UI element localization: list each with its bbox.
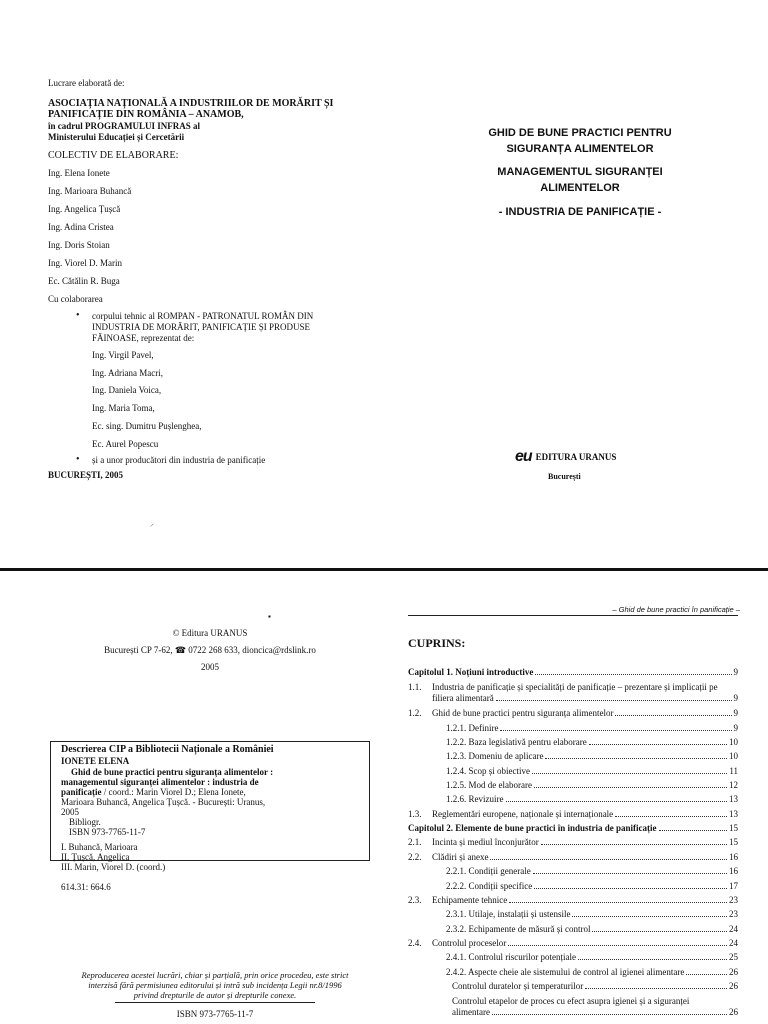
toc-entry-page: 17 xyxy=(729,881,738,891)
cip-index-entry: III. Marin, Viorel D. (coord.) xyxy=(61,862,166,872)
toc-entry-title: 1.2.5. Mod de elaborare xyxy=(446,780,532,790)
toc-entry-page: 26 xyxy=(729,981,738,991)
toc-entry-title: Echipamente tehnice xyxy=(432,895,508,905)
toc-entry-title: Capitolul 1. Noțiuni introductive xyxy=(408,667,534,677)
toc-entry[interactable] xyxy=(432,852,738,863)
cip-title-line: panificație / coord.: Marin Viorel D.; Elena Ionete, xyxy=(61,787,246,797)
org-line-2: PANIFICAȚIE DIN ROMÂNIA – ANAMOB, xyxy=(48,109,244,120)
isbn-footer: ISBN 973-7765-11-7 xyxy=(176,1009,254,1019)
toc-entry[interactable] xyxy=(408,823,738,834)
rompan-line-2: INDUSTRIA DE MORĂRIT, PANIFICAȚIE ȘI PRODUSE xyxy=(92,322,311,332)
cip-title-line: Ghid de bune practici pentru siguranța alimentelor : xyxy=(71,767,274,777)
toc-entry-page: 24 xyxy=(729,938,738,948)
imprint-year: 2005 xyxy=(201,662,219,672)
collective-heading: COLECTIV DE ELABORARE: xyxy=(48,150,179,161)
author-name: Ing. Elena Ionete xyxy=(48,168,110,178)
toc-entry[interactable] xyxy=(446,952,738,963)
rompan-person: Ing. Maria Toma, xyxy=(92,403,155,413)
toc-entry-page: 9 xyxy=(733,693,738,703)
toc-entry-title: 1.2.6. Revizuire xyxy=(446,794,504,804)
toc-entry-page: 24 xyxy=(729,924,738,934)
toc-entry[interactable] xyxy=(432,837,738,848)
rights-line: Reproducerea acestei lucrări, chiar și parțială, prin orice procedeu, este strict xyxy=(81,970,349,980)
cip-bibliography: Bibliogr. xyxy=(69,817,101,827)
toc-leader-dots xyxy=(592,931,727,932)
rompan-person: Ing. Virgil Pavel, xyxy=(92,350,154,360)
toc-entry[interactable] xyxy=(446,967,738,978)
toc-entry-page: 26 xyxy=(729,967,738,977)
cip-index-entry: I. Buhancă, Marioara xyxy=(61,842,138,852)
toc-entry[interactable] xyxy=(446,723,738,734)
toc-entry-page: 25 xyxy=(729,952,738,962)
toc-entry[interactable] xyxy=(432,895,738,906)
toc-entry-page: 16 xyxy=(729,866,738,876)
toc-leader-dots xyxy=(541,844,727,845)
author-name: Ing. Adina Cristea xyxy=(48,222,114,232)
toc-entry-title: 2.2.1. Condiții generale xyxy=(446,866,531,876)
toc-entry-title: Clădiri și anexe xyxy=(432,852,489,862)
toc-entry-page: 23 xyxy=(729,909,738,919)
toc-leader-dots xyxy=(533,873,727,874)
toc-entry[interactable] xyxy=(432,708,738,719)
cip-index-entry: II. Țușcă, Angelica xyxy=(61,852,130,862)
toc-leader-dots xyxy=(496,700,732,701)
bullet-icon: • xyxy=(76,454,80,465)
producers-line: și a unor producători din industria de panificație xyxy=(92,455,266,465)
imprint-address: București CP 7-62, ☎ 0722 268 633, dioncica@rdslink.ro xyxy=(104,645,316,655)
toc-entry[interactable] xyxy=(446,794,738,805)
toc-leader-dots xyxy=(500,730,731,731)
toc-header-rule xyxy=(408,615,738,616)
cover-title-line: GHID DE BUNE PRACTICI PENTRU xyxy=(488,127,672,139)
cover-title-line: ALIMENTELOR xyxy=(540,182,620,194)
toc-entry[interactable] xyxy=(446,924,738,935)
toc-entry[interactable] xyxy=(446,751,738,762)
toc-entry-title: alimentare xyxy=(452,1007,490,1017)
toc-leader-dots xyxy=(615,715,731,716)
toc-entry[interactable] xyxy=(432,809,738,820)
rompan-line-1: corpului tehnic al ROMPAN - PATRONATUL ROMÂN DIN xyxy=(92,311,314,321)
place-year: BUCUREȘTI, 2005 xyxy=(48,470,124,480)
toc-entry-title: 2.4.2. Aspecte cheie ale sistemului de control al igienei alimentare xyxy=(446,967,685,977)
rompan-person: Ec. sing. Dumitru Pușlenghea, xyxy=(92,421,202,431)
publisher-city: București xyxy=(548,472,581,481)
toc-leader-dots xyxy=(532,773,727,774)
toc-entry[interactable] xyxy=(452,981,738,992)
toc-entry-page: 10 xyxy=(729,737,738,747)
toc-entry-title: 1.2.4. Scop și obiective xyxy=(446,766,530,776)
toc-entry-number: 1.1. xyxy=(408,682,422,692)
toc-entry[interactable] xyxy=(408,667,738,678)
rights-line: privind drepturile de autor și drepturile conexe. xyxy=(133,990,297,1000)
toc-leader-dots xyxy=(490,859,727,860)
toc-entry[interactable] xyxy=(446,866,738,877)
toc-entry-number: 1.3. xyxy=(408,809,422,819)
toc-leader-dots xyxy=(509,902,727,903)
rompan-person: Ec. Aurel Popescu xyxy=(92,439,159,449)
cip-heading: Descrierea CIP a Bibliotecii Naționale a României xyxy=(61,744,274,755)
toc-entry-number: 1.2. xyxy=(408,708,422,718)
toc-leader-dots xyxy=(534,888,727,889)
toc-entry-page: 9 xyxy=(733,723,738,733)
toc-entry-title: 2.3.1. Utilaje, instalații și ustensile xyxy=(446,909,571,919)
cover-subtitle: - INDUSTRIA DE PANIFICAȚIE - xyxy=(498,206,662,218)
cip-author: IONETE ELENA xyxy=(61,756,130,766)
toc-entry-title: filiera alimentară xyxy=(432,693,494,703)
toc-leader-dots xyxy=(572,916,727,917)
author-name: Ec. Cătălin R. Buga xyxy=(48,276,120,286)
toc-leader-dots xyxy=(589,744,727,745)
toc-leader-dots xyxy=(585,988,727,989)
toc-entry[interactable] xyxy=(432,938,738,949)
toc-entry[interactable] xyxy=(432,682,738,693)
org-line-4: Ministerului Educației și Cercetării xyxy=(48,132,185,142)
toc-entry-title: Capitolul 2. Elemente de bune practici în industria de panificație xyxy=(408,823,657,833)
publisher-mark xyxy=(515,448,616,466)
credits-intro: Lucrare elaborată de: xyxy=(48,78,125,88)
toc-entry-number: 2.4. xyxy=(408,938,422,948)
toc-leader-dots xyxy=(508,945,727,946)
toc-leader-dots xyxy=(492,1014,727,1015)
toc-entry-page: 13 xyxy=(729,794,738,804)
toc-entry-page: 9 xyxy=(733,667,738,677)
toc-entry-title: Industria de panificație și specialități de panificație – prezentare și implicații pe xyxy=(432,682,718,692)
toc-entry-page: 16 xyxy=(729,852,738,862)
cip-authors-line: Marioara Buhancă, Angelica Țușcă. - București: Uranus, xyxy=(61,797,266,807)
toc-entry-number: 2.1. xyxy=(408,837,422,847)
cip-title-line: managementul siguranței alimentelor : industria de xyxy=(61,777,259,787)
cip-udc: 614.31: 664.6 xyxy=(61,882,111,892)
toc-entry-page: 13 xyxy=(729,809,738,819)
toc-entry-title: Controlul proceselor xyxy=(432,938,507,948)
bullet-icon: • xyxy=(76,310,80,321)
toc-leader-dots xyxy=(659,830,727,831)
toc-entry[interactable] xyxy=(446,780,738,791)
toc-leader-dots xyxy=(615,816,727,817)
toc-entry-page: 15 xyxy=(729,837,738,847)
toc-leader-dots xyxy=(535,674,731,675)
rompan-person: Ing. Adriana Macri, xyxy=(92,368,163,378)
scan-mark: ▪ xyxy=(268,612,271,621)
toc-entry[interactable] xyxy=(432,693,738,704)
toc-entry[interactable] xyxy=(446,766,738,777)
toc-entry-page: 26 xyxy=(729,1007,738,1017)
toc-entry-page: 11 xyxy=(729,766,738,776)
author-name: Ing. Viorel D. Marin xyxy=(48,258,123,268)
publisher-logo-icon: eu xyxy=(515,448,532,465)
cip-year: 2005 xyxy=(61,807,79,817)
toc-leader-dots xyxy=(534,787,727,788)
org-line-3: în cadrul PROGRAMULUI INFRAS al xyxy=(48,121,201,131)
imprint-copyright: © Editura URANUS xyxy=(172,628,248,638)
toc-entry-number: 2.3. xyxy=(408,895,422,905)
cover-title-line: SIGURANȚA ALIMENTELOR xyxy=(506,143,654,155)
toc-entry[interactable] xyxy=(452,996,738,1007)
rights-divider xyxy=(115,1002,315,1003)
author-name: Ing. Doris Stoian xyxy=(48,240,110,250)
author-name: Ing. Marioara Buhancă xyxy=(48,186,132,196)
rompan-person: Ing. Daniela Voica, xyxy=(92,385,162,395)
toc-entry-title: 1.2.1. Definire xyxy=(446,723,499,733)
publisher-name: EDITURA URANUS xyxy=(535,452,617,462)
toc-leader-dots xyxy=(686,974,727,975)
rights-notice xyxy=(50,970,380,1000)
toc-entry-page: 23 xyxy=(729,895,738,905)
toc-entry-title: 2.3.2. Echipamente de măsură și control xyxy=(446,924,591,934)
toc-entry[interactable] xyxy=(446,737,738,748)
toc-entry-page: 12 xyxy=(729,780,738,790)
toc-leader-dots xyxy=(578,959,727,960)
toc-entry-title: Reglementări europene, naționale și internaționale xyxy=(432,809,614,819)
toc-entry-title: 1.2.2. Baza legislativă pentru elaborare xyxy=(446,737,587,747)
toc-entry-title: Controlul duratelor și temperaturilor xyxy=(452,981,584,991)
toc-entry[interactable] xyxy=(446,909,738,920)
scan-mark: ⸝ xyxy=(150,519,154,528)
toc-entry[interactable] xyxy=(446,881,738,892)
toc-entry-page: 10 xyxy=(729,751,738,761)
rompan-line-3: FĂINOASE, reprezentat de: xyxy=(92,333,195,343)
toc-heading: CUPRINS: xyxy=(408,636,466,650)
toc-entry-title: Ghid de bune practici pentru siguranța alimentelor xyxy=(432,708,614,718)
rights-line: interzisă fără permisiunea editorului și intră sub incidența Legii nr.8/1996 xyxy=(88,980,342,990)
running-header: – Ghid de bune practici în panificație – xyxy=(612,605,740,614)
toc-leader-dots xyxy=(506,801,728,802)
org-line-1: ASOCIAȚIA NAȚIONALĂ A INDUSTRIILOR DE MORĂRIT ȘI xyxy=(48,98,334,109)
toc-entry-title: Incinta și mediul înconjurător xyxy=(432,837,539,847)
cover-title-line: MANAGEMENTUL SIGURANȚEI xyxy=(497,166,663,178)
toc-entry-page: 9 xyxy=(733,708,738,718)
toc-entry-title: 2.2.2. Condiții specifice xyxy=(446,881,533,891)
toc-entry[interactable] xyxy=(452,1007,738,1018)
toc-entry-title: Controlul etapelor de proces cu efect asupra igienei și a siguranței xyxy=(452,996,690,1006)
cip-isbn: ISBN 973-7765-11-7 xyxy=(69,827,146,837)
toc-entry-page: 15 xyxy=(729,823,738,833)
author-name: Ing. Angelica Țușcă xyxy=(48,204,121,214)
toc-entry-title: 1.2.3. Domeniu de aplicare xyxy=(446,751,544,761)
collaboration-label: Cu colaborarea xyxy=(48,294,103,304)
page-divider xyxy=(0,568,768,571)
cip-description-box xyxy=(50,741,370,861)
toc-entry-title: 2.4.1. Controlul riscurilor potențiale xyxy=(446,952,576,962)
toc-entry-number: 2.2. xyxy=(408,852,422,862)
toc-leader-dots xyxy=(545,758,727,759)
